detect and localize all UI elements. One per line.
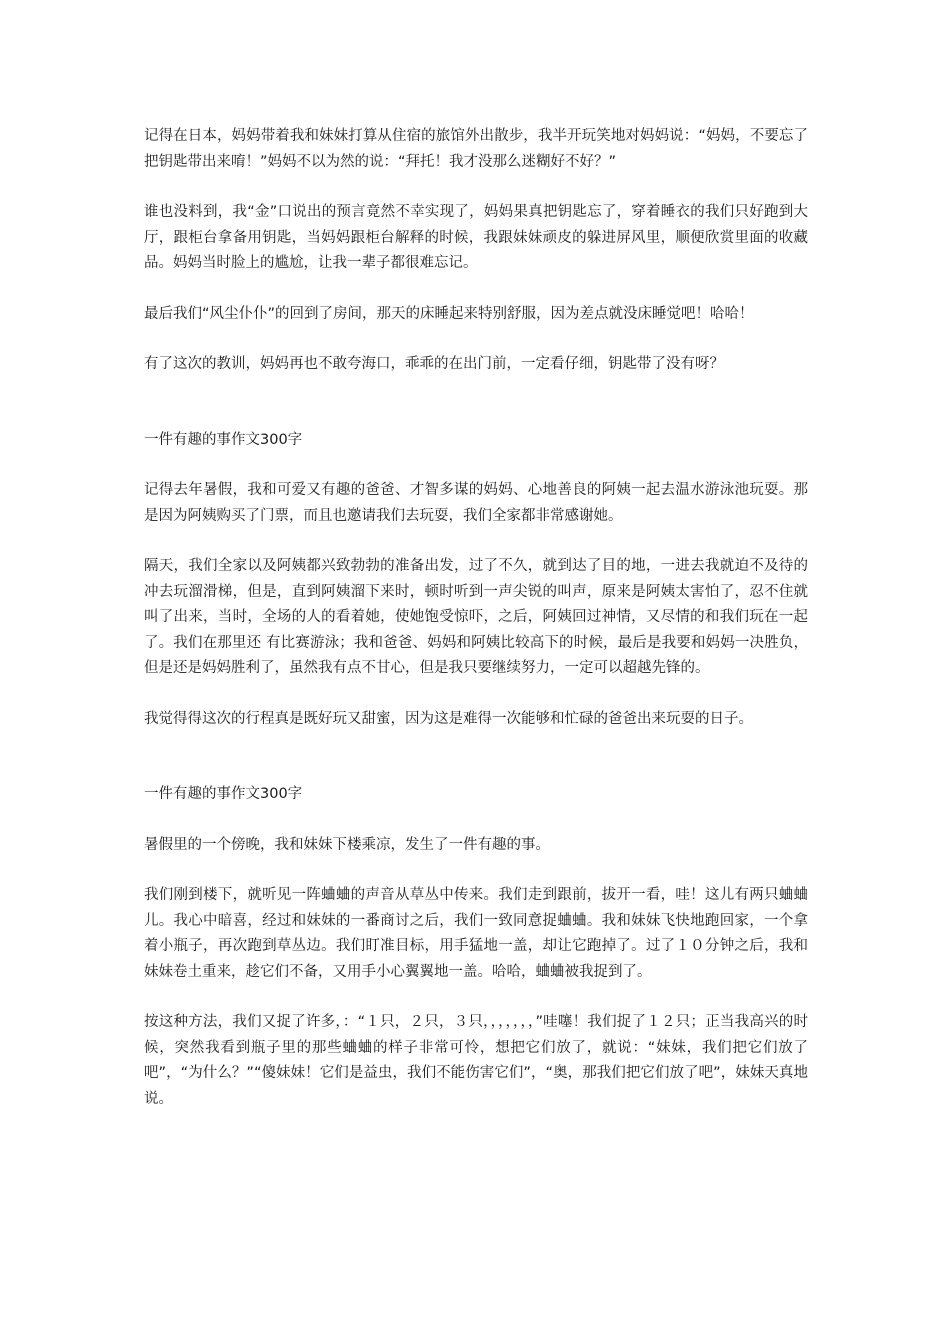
essay-title-2: 一件有趣的事作文300字 (144, 786, 303, 802)
essay-title-1: 一件有趣的事作文300字 (144, 431, 303, 448)
paragraph-4: 有了这次的教训，妈妈再也不敢夸海口，乖乖的在出门前，一定看仔细，钥匙带了没有呀？ (144, 356, 724, 372)
section-gap (144, 757, 808, 782)
paragraph-5: 记得去年暑假，我和可爱又有趣的爸爸、才智多谋的妈妈、心地善良的阿姨一起去温水游泳池玩耍。那是因为阿姨购买了门票，而且也邀请我们去玩耍，我们全家都非常感谢她。 (144, 482, 808, 524)
paragraph-9: 我们刚到楼下，就听见一阵蛐蛐的声音从草丛中传来。我们走到跟前，拔开一看，哇！这儿有两只蛐蛐儿。我心中暗喜，经过和妹妹的一番商讨之后，我们一致同意捉蛐蛐。我和妹妹飞快地跑回家，一个拿着小瓶子，再次跑到草丛边。我们盯准目标，用手猛地一盖，却让它跑掉了。过了１０分钟之后，我和妹妹卷土重来，趁它们不备，又用手小心翼翼地一盖。哈哈，蛐蛐被我捉到了。 (144, 887, 808, 980)
section-gap (144, 403, 808, 428)
document-page (144, 124, 808, 1137)
paragraph-6: 隔天，我们全家以及阿姨都兴致勃勃的准备出发，过了不久，就到达了目的地，一进去我就迫不及待的冲去玩溜滑梯，但是，直到阿姨溜下来时，顿时听到一声尖锐的叫声，原来是阿姨太害怕了，忍不住就叫了出来，当时，全场的人的看着她，使她饱受惊吓，之后，阿姨回过神情，又尽情的和我们玩在一起了。我们在那里还 有比赛游泳；我和爸爸、妈妈和阿姨比较高下的时候，最后是我要和妈妈一决胜负，但是还是妈妈胜利了，虽然我有点不甘心，但是我只要继续努力，一定可以超越先锋的。 (144, 558, 808, 676)
paragraph-10: 按这种方法，我们又捉了许多，：“１只，２只，３只，，，，，，，”哇噻！我们捉了１２只；正当我高兴的时候，突然我看到瓶子里的那些蛐蛐的样子非常可怜，想把它们放了，就说：“妹妹，我们把它们放了吧”，“为什么？”“傻妹妹！它们是益虫，我们不能伤害它们”，“奥，那我们把它们放了吧”，妹妹天真地说。 (144, 1014, 808, 1107)
paragraph-2: 谁也没料到，我“金”口说出的预言竟然不幸实现了，妈妈果真把钥匙忘了，穿着睡衣的我们只好跑到大厅，跟柜台拿备用钥匙，当妈妈跟柜台解释的时候，我跟妹妹顽皮的躲进屏风里，顺便欣赏里面的收藏品。妈妈当时脸上的尴尬，让我一辈子都很难忘记。 (144, 204, 808, 271)
paragraph-3: 最后我们“风尘仆仆”的回到了房间，那天的床睡起来特别舒服，因为差点就没床睡觉吧！哈哈！ (144, 305, 754, 322)
paragraph-8: 暑假里的一个傍晚，我和妹妹下楼乘凉，发生了一件有趣的事。 (144, 836, 550, 853)
paragraph-7: 我觉得得这次的行程真是既好玩又甜蜜，因为这是难得一次能够和忙碌的爸爸出来玩耍的日子。 (144, 710, 753, 727)
paragraph-1: 记得在日本，妈妈带着我和妹妹打算从住宿的旅馆外出散步，我半开玩笑地对妈妈说：“妈妈，不要忘了把钥匙带出来唷！”妈妈不以为然的说：“拜托！我才没那么迷糊好不好？” (144, 128, 808, 170)
